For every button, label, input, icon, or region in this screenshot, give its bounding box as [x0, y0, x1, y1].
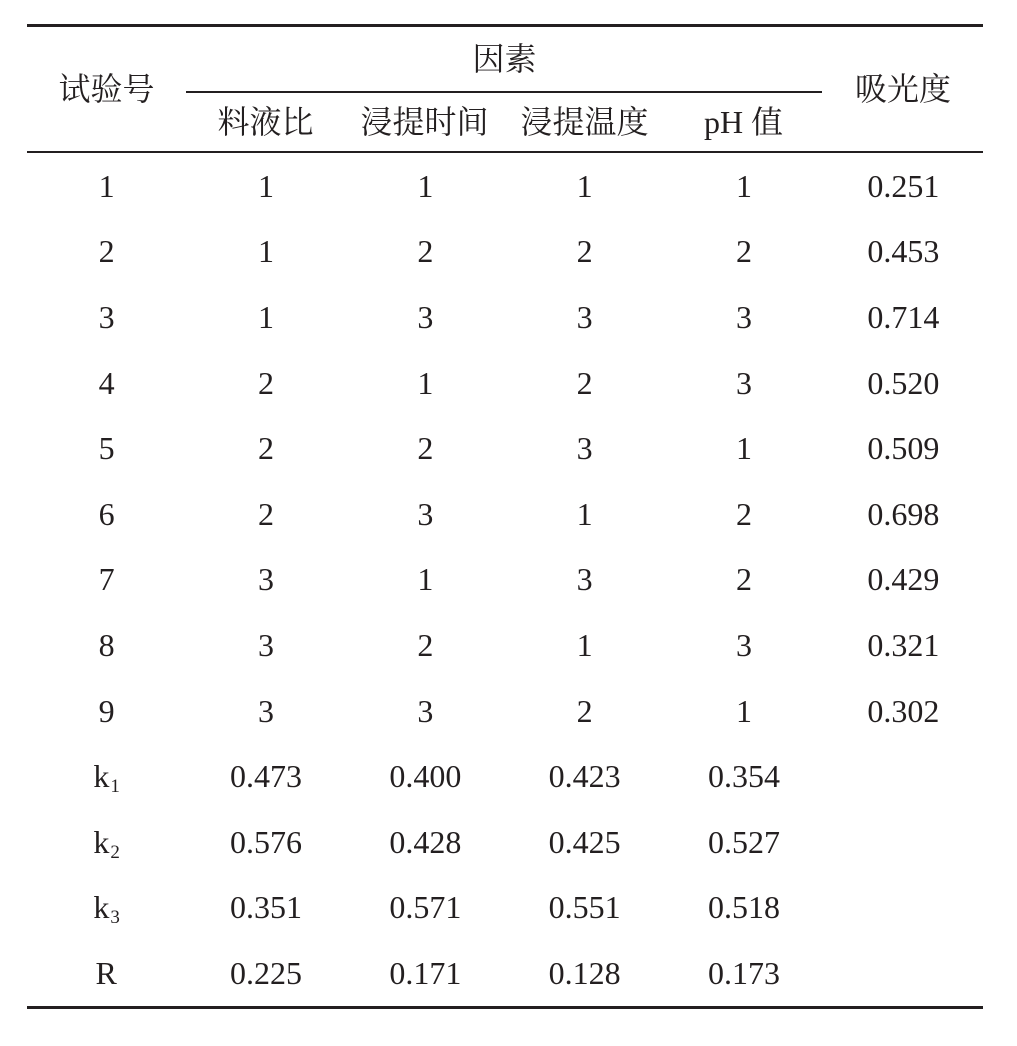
orthogonal-test-table [27, 24, 983, 1009]
summary-row [27, 743, 983, 809]
column-header-trial-no: 试验号 [58, 71, 155, 107]
table-header [27, 27, 983, 151]
table-cell: 1 [576, 626, 593, 663]
table-body [27, 153, 983, 1006]
summary-label-letter: R [95, 954, 117, 991]
table-cell: 3 [576, 561, 593, 598]
table-cell: 9 [98, 692, 115, 729]
table-cell: 1 [735, 692, 752, 729]
table-cell: 1 [417, 561, 434, 598]
summary-label [27, 954, 186, 991]
bottom-rule [27, 1006, 983, 1009]
table-cell: 0.571 [389, 889, 462, 926]
table-cell: 0.354 [707, 758, 780, 795]
table-cell: 2 [257, 430, 274, 467]
table-cell: 2 [257, 495, 274, 532]
table-cell: 0.423 [548, 758, 621, 795]
table-cell: 0.509 [867, 430, 940, 467]
table-cell: 0.520 [867, 364, 940, 401]
table-cell: 3 [98, 298, 115, 335]
table-cell: 8 [98, 626, 115, 663]
table-cell: 1 [576, 167, 593, 204]
table-cell: 3 [417, 692, 434, 729]
table-cell: 3 [417, 495, 434, 532]
table-cell: 2 [735, 495, 752, 532]
table-cell: 0.714 [867, 298, 940, 335]
table-cell: 1 [417, 167, 434, 204]
table-cell: 4 [98, 364, 115, 401]
table-cell: 0.251 [867, 167, 940, 204]
table-cell: 0.576 [229, 823, 302, 860]
summary-label-letter: k [93, 889, 110, 926]
table-row [27, 219, 983, 285]
table-row [27, 153, 983, 219]
column-header-time: 浸提时间 [360, 104, 489, 140]
table-cell: 2 [576, 692, 593, 729]
table-cell: 2 [257, 364, 274, 401]
summary-label [27, 823, 186, 863]
table-cell: 0.428 [389, 823, 462, 860]
table-row [27, 415, 983, 481]
table-cell: 0.225 [229, 954, 302, 991]
table-cell: 1 [257, 167, 274, 204]
table-cell: 6 [98, 495, 115, 532]
summary-label-subscript: 2 [110, 841, 120, 863]
table-cell: 0.453 [867, 233, 940, 270]
summary-label-subscript: 1 [110, 776, 120, 798]
table-cell: 3 [735, 626, 752, 663]
summary-label [27, 758, 186, 798]
summary-label-subscript: 3 [110, 907, 120, 929]
table-cell: 2 [417, 626, 434, 663]
table-row [27, 678, 983, 744]
summary-label [27, 889, 186, 929]
table-cell: 2 [735, 233, 752, 270]
table-cell: 0.302 [867, 692, 940, 729]
table-cell: 3 [257, 692, 274, 729]
column-header-ph: pH 值 [703, 104, 784, 140]
table-row [27, 284, 983, 350]
table-cell: 0.429 [867, 561, 940, 598]
table-row [27, 350, 983, 416]
summary-row [27, 875, 983, 941]
column-header-absorbance: 吸光度 [854, 71, 951, 107]
table-cell: 2 [417, 233, 434, 270]
table-cell: 3 [735, 364, 752, 401]
table-row [27, 547, 983, 613]
table-cell: 0.400 [389, 758, 462, 795]
table-cell: 2 [576, 364, 593, 401]
table-cell: 1 [417, 364, 434, 401]
table-cell: 0.171 [389, 954, 462, 991]
table-cell: 3 [417, 298, 434, 335]
column-header-factors: 因素 [472, 41, 537, 77]
table-cell: 5 [98, 430, 115, 467]
table-cell: 7 [98, 561, 115, 598]
summary-row [27, 809, 983, 875]
table-cell: 1 [257, 233, 274, 270]
table-row [27, 612, 983, 678]
table-cell: 2 [98, 233, 115, 270]
table-cell: 3 [576, 298, 593, 335]
summary-label-letter: k [93, 758, 110, 795]
summary-label-letter: k [93, 823, 110, 860]
table-cell: 0.518 [707, 889, 780, 926]
table-cell: 0.321 [867, 626, 940, 663]
table-cell: 2 [735, 561, 752, 598]
table-cell: 3 [576, 430, 593, 467]
table-cell: 1 [735, 167, 752, 204]
table-cell: 3 [735, 298, 752, 335]
summary-row [27, 940, 983, 1006]
table-cell: 0.473 [229, 758, 302, 795]
column-header-temperature: 浸提温度 [520, 104, 649, 140]
table-row [27, 481, 983, 547]
table-cell: 2 [417, 430, 434, 467]
table-cell: 0.173 [707, 954, 780, 991]
table-cell: 0.425 [548, 823, 621, 860]
table-cell: 0.351 [229, 889, 302, 926]
table-cell: 0.527 [707, 823, 780, 860]
table-cell: 3 [257, 561, 274, 598]
column-header-ratio: 料液比 [217, 104, 314, 140]
table-cell: 3 [257, 626, 274, 663]
table-cell: 0.698 [867, 495, 940, 532]
table-cell: 1 [98, 167, 115, 204]
table-cell: 1 [257, 298, 274, 335]
table-cell: 0.551 [548, 889, 621, 926]
table-cell: 2 [576, 233, 593, 270]
table-cell: 1 [576, 495, 593, 532]
table-cell: 1 [735, 430, 752, 467]
table-cell: 0.128 [548, 954, 621, 991]
